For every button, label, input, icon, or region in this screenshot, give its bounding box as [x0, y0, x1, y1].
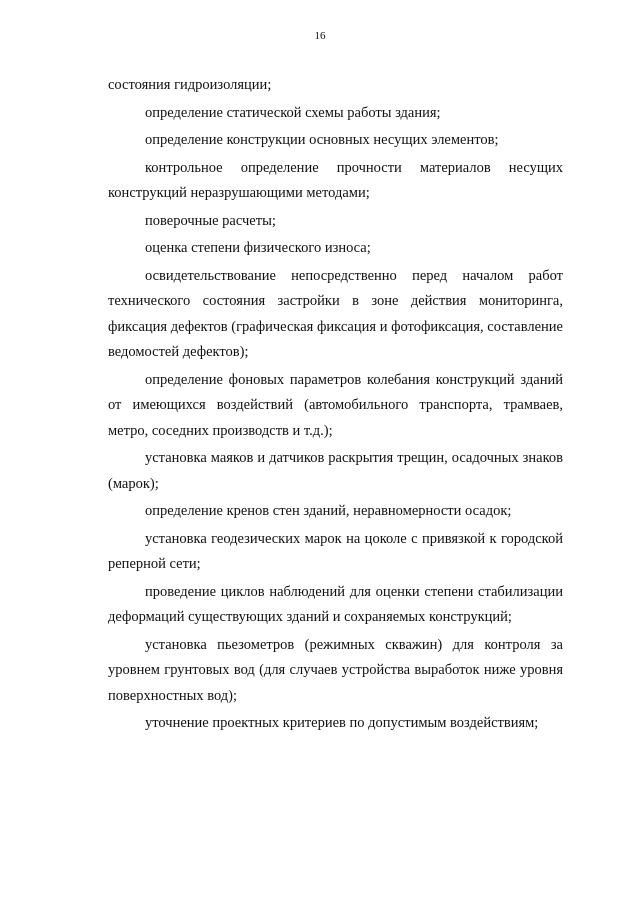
paragraph: поверочные расчеты;: [145, 212, 276, 229]
paragraph: состояния гидроизоляции;: [108, 77, 272, 93]
paragraph: установка пьезометров (режимных скважин) для контроля за уровнем грунтовых вод (для случаев устройства выработок ниже уровня поверхностных вод);: [108, 636, 563, 704]
document-body: [108, 73, 563, 737]
paragraph: установка маяков и датчиков раскрытия трещин, осадочных знаков (марок);: [108, 450, 563, 492]
paragraph: определение конструкции основных несущих элементов;: [145, 132, 499, 148]
page-number: 16: [314, 30, 326, 42]
paragraph: освидетельствование непосредственно перед началом работ технического состояния застройки в зоне действия мониторинга, фиксация дефектов (графическая фиксация и фотофиксация, составление ведомостей дефектов);: [108, 267, 563, 360]
paragraph: определение кренов стен зданий, неравномерности осадок;: [145, 503, 512, 519]
paragraph: уточнение проектных критериев по допустимым воздействиям;: [145, 715, 539, 731]
paragraph: определение статической схемы работы здания;: [145, 104, 441, 121]
paragraph: проведение циклов наблюдений для оценки степени стабилизации деформаций существующих зданий и сохраняемых конструкций;: [108, 583, 563, 625]
paragraph: установка геодезических марок на цоколе с привязкой к городской реперной сети;: [108, 530, 563, 572]
paragraph: оценка степени физического износа;: [145, 240, 371, 256]
paragraph: определение фоновых параметров колебания конструкций зданий от имеющихся воздействий (автомобильного транспорта, трамваев, метро, соседних производств и т.д.);: [108, 371, 563, 439]
paragraph: контрольное определение прочности материалов несущих конструкций неразрушающими методами;: [108, 159, 563, 201]
